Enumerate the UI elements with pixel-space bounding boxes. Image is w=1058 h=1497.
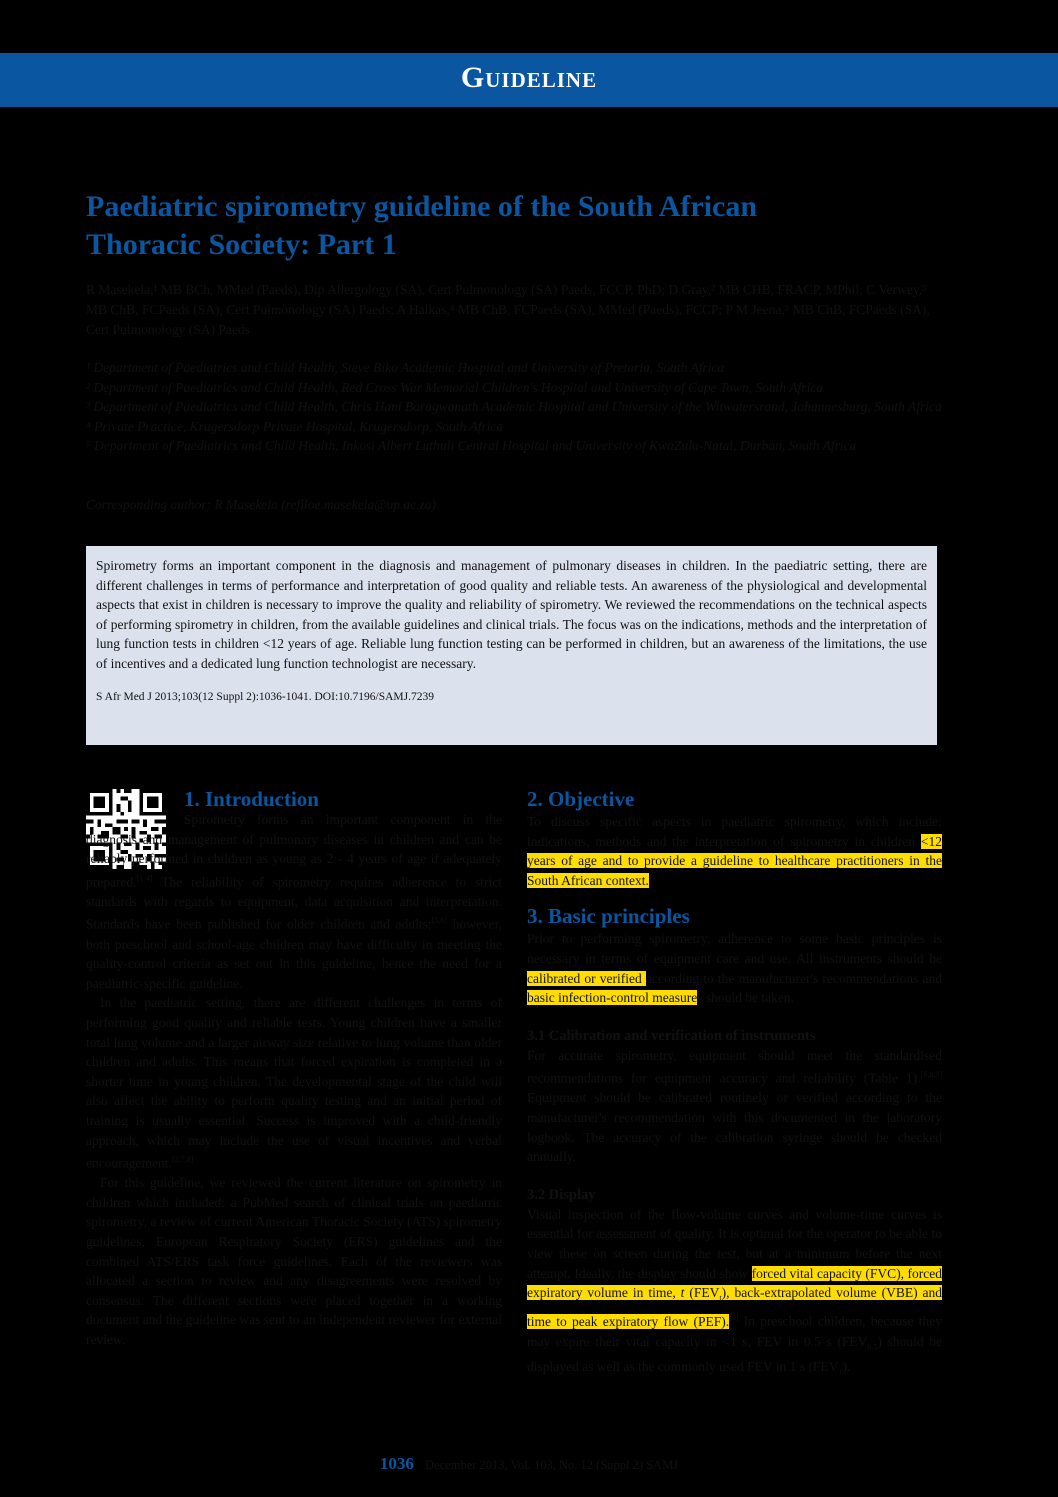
calibration-paragraph: For accurate spirometry, equipment should meet the standardised recommendations for equipment accuracy and reliability (Table 1).[6,8,9] Equipment should be calibrated routinely or verified according to the manufacturer's recommendation with this documented in the laboratory logbook. The accuracy of the calibration syringe should be checked annually. xyxy=(527,1047,942,1165)
section-label: Guideline xyxy=(460,61,598,94)
basic-principles-paragraph: Prior to performing spirometry, adherence to some basic principles is necessary in terms of equipment care and use. All instruments should be calibrated or verified according to the manufacturer's recommendations and basic infection-control measures should be taken. xyxy=(527,931,942,1006)
section-heading-introduction: 1. Introduction xyxy=(184,787,319,811)
highlight: basic infection-control measure xyxy=(527,990,698,1006)
highlight: <12 years of age and to provide a guideline to healthcare practitioners in the South African context. xyxy=(527,833,942,888)
intro-paragraph-3: For this guideline, we reviewed the current literature on spirometry in children which included: a PubMed search of clinical trials on paediatric spirometry, a review of current American Thoracic Society (ATS) spirometry guidelines, European Respiratory Society (ERS) guidelines and the combined ATS/ERS task force guidelines. Each of the reviewers was allocated a section to review and any disagreements were resolved by consensus. The different sections were placed together in a working document and the guideline was sent to an independent reviewer for external review. xyxy=(86,1175,502,1347)
affiliation: ⁴ Private Practice, Krugersdorp Private Hospital, Krugersdorp, South Africa xyxy=(86,418,504,434)
intro-paragraph-1: Spirometry forms an important component in the diagnosis and management of pulmonary diseases in children and can be reliably performed in children as young as 2 - 4 years of age if adequately prepared.[1-4] The reliability of spirometry requires adherence to strict standards with regards to equipment, data acquisition and interpretation. Standards have been published for older children and adults;[5,6] however, both preschool and school-age children may have difficulty in meeting the quality-control criteria as set out in this guideline, hence the need for a paediatric-specific guideline. xyxy=(86,812,502,991)
page-footer xyxy=(0,1454,1058,1474)
intro-paragraph-2: In the paediatric setting, there are different challenges in terms of performing good quality and reliable tests. Young children have a smaller total lung volume and a larger airway size relative to lung volume than older children and adults. This means that forced expiration is completed in a shorter time in young children. The developmental stage of the child will also affect the ability to perform quality testing and an initial period of training is usually essential. Success is improved with a child-friendly approach, which may include the use of visual incentives and verbal encouragement.[2,7,8] xyxy=(86,995,502,1171)
subsection-heading-display: 3.2 Display xyxy=(527,1186,596,1203)
display-paragraph: Visual inspection of the flow-volume curves and volume-time curves is essential for assessment of quality. It is optimal for the operator to be able to view these on screen during the test, but at a minimum before the next attempt. Ideally, the display should show forced vital capacity (FVC), forced expiratory volume in time, t $(FEV_t)$, back-extrapolated volume (VBE) and time to peak expiratory flow (PEF).[4] In preschool children, because they may expire their vital capacity in <1 s, FEV in 0.5 s $(FEV_{0.5})$ should be displayed as well as the commonly used FEV in 1 s $(FEV_1)$. xyxy=(527,1206,943,1377)
page-number: 1036 xyxy=(379,1454,414,1473)
citation: S Afr Med J 2013;103(12 Suppl 2):1036-1041. DOI:10.7196/SAMJ.7239 xyxy=(96,690,434,703)
right-column xyxy=(527,786,942,1382)
section-banner xyxy=(0,53,1058,107)
article-title: Paediatric spirometry guideline of the South African Thoracic Society: Part 1 xyxy=(86,190,758,261)
affiliations xyxy=(86,358,946,456)
abstract-box xyxy=(86,546,937,745)
corresponding-author: Corresponding author: R Masekela (refiloe.masekela@up.ac.za) xyxy=(86,497,436,512)
subsection-heading-calibration: 3.1 Calibration and verification of instruments xyxy=(527,1027,816,1044)
author-list: R Masekela,¹ MB BCh, MMed (Paeds), Dip Allergology (SA), Cert Pulmonology (SA) Paeds, FCCP, PhD; D Gray,² MB CHB, FRACP, MPhil; C Verwey,³ MB ChB, FCPaeds (SA), Cert Pulmonology (SA) Paeds; A Halkas,⁴ MB ChB, FCPaeds (SA), MMed (Paeds), FCCP; P M Jeena,⁵ MB ChB, FCPaeds (SA), Cert Pulmonology (SA) Paeds xyxy=(86,282,930,337)
abstract-text: Spirometry forms an important component in the diagnosis and management of pulmonary diseases in children. In the paediatric setting, there are different challenges in terms of performance and interpretation of good quality and reliable tests. An awareness of the physiological and developmental aspects that exist in children is necessary to improve the quality and reliability of spirometry. We reviewed the recommendations on the technical aspects of performing spirometry in children, from the available guidelines and clinical trials. The focus was on the indications, methods and the interpretation of lung function tests in children <12 years of age. Reliable lung function testing can be performed in children, but an awareness of the limitations, the use of incentives and a dedicated lung function technologist are necessary. xyxy=(96,558,927,671)
affiliation: ¹ Department of Paediatrics and Child Health, Steve Biko Academic Hospital and University of Pretoria, South Africa xyxy=(86,360,725,375)
journal-info: December 2013, Vol. 103, No. 12 (Suppl 2) SAMJ xyxy=(425,1458,679,1472)
affiliation: ⁵ Department of Paediatrics and Child Health, Inkosi Albert Luthuli Central Hospital and University of KwaZulu-Natal, Durban, South Africa xyxy=(86,438,857,453)
highlight: forced vital capacity (FVC), forced expiratory volume in time, t $(FEV_t)$, back-extrapolated volume (VBE) and time to peak expiratory flow (PEF). xyxy=(527,1265,943,1329)
affiliation: ³ Department of Paediatrics and Child Health, Chris Hani Baragwanath Academic Hospital and University of the Witwatersrand, Johannesburg, South Africa xyxy=(86,399,942,414)
objective-paragraph: To discuss specific aspects in paediatric spirometry, which include: indications, methods and the interpretation of spirometry in children <12 years of age and to provide a guideline to healthcare practitioners in the South African context. xyxy=(527,814,942,888)
section-heading-basic-principles: 3. Basic principles xyxy=(527,904,690,929)
highlight: calibrated or verified xyxy=(527,970,646,986)
left-column xyxy=(86,786,502,1350)
section-heading-objective: 2. Objective xyxy=(527,787,635,811)
affiliation: ² Department of Paediatrics and Child Health, Red Cross War Memorial Children's Hospital and University of Cape Town, South Africa xyxy=(86,379,824,395)
